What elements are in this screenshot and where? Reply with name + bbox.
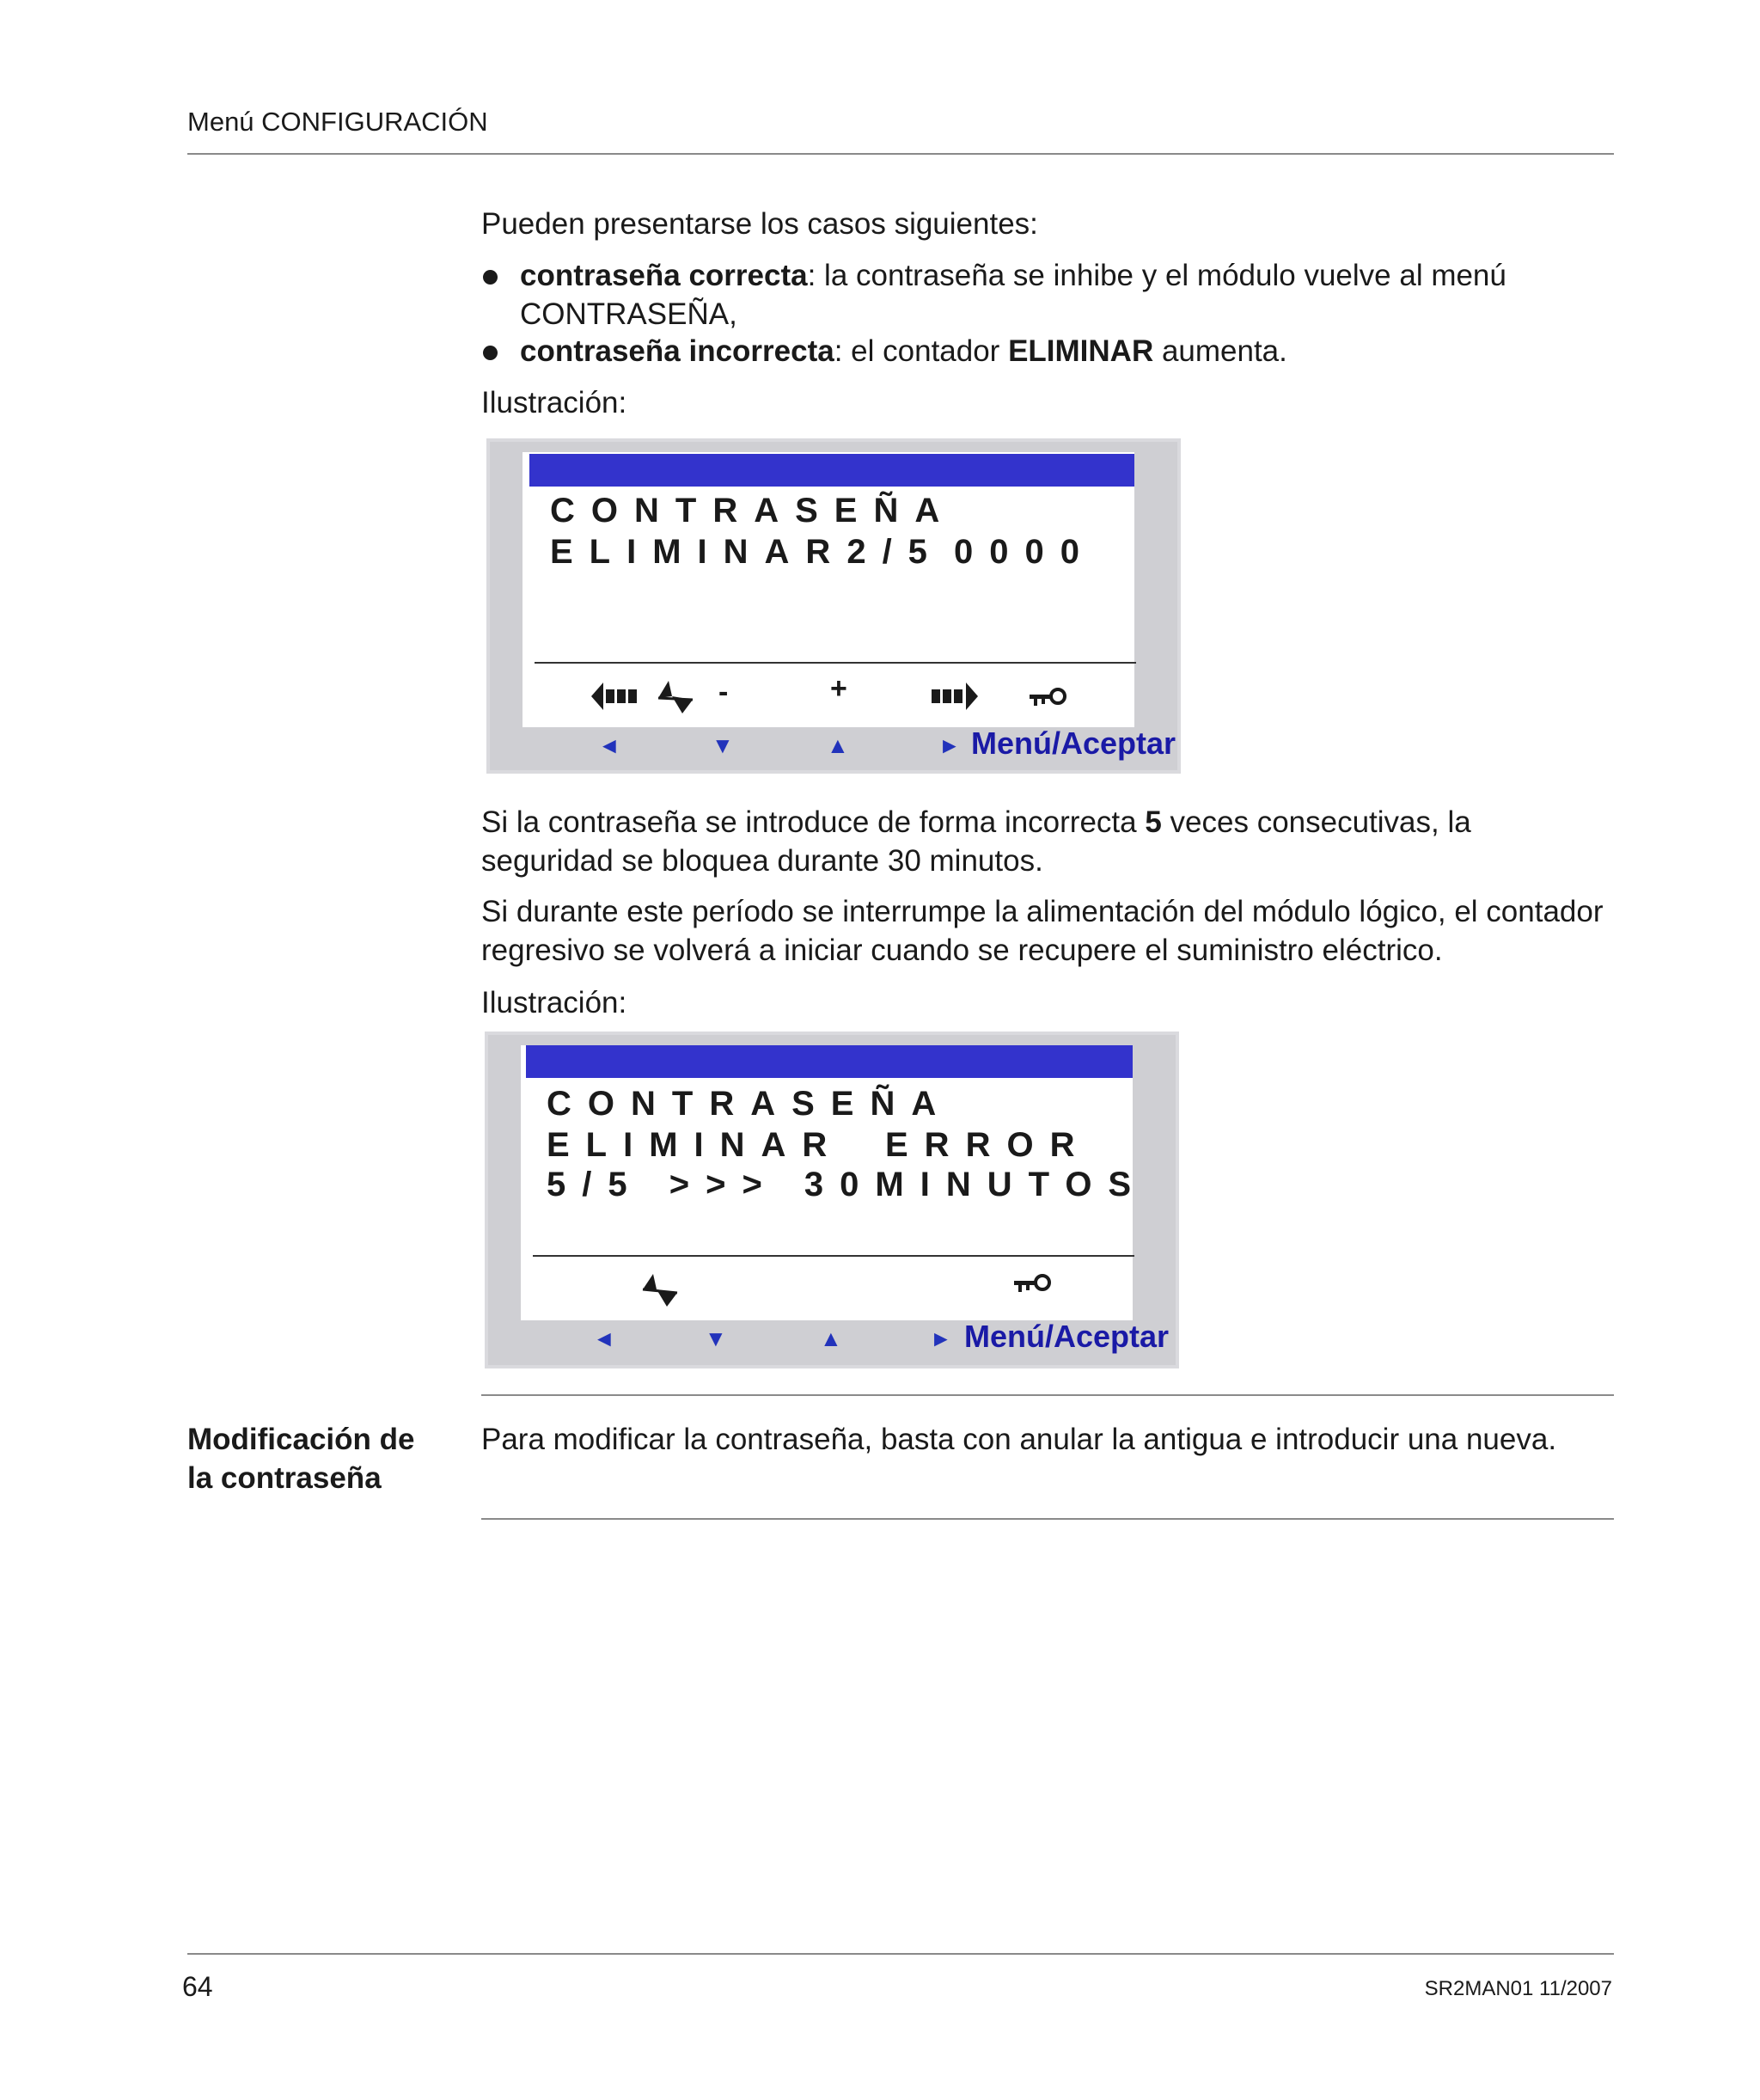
paragraph-power [481, 892, 1650, 970]
para1-line2: seguridad se bloquea durante 30 minutos. [481, 844, 1043, 878]
arrow-left-bars-icon [591, 679, 639, 713]
bullet-2-bold: contraseña incorrecta [520, 334, 834, 368]
bullet-2-text2: aumenta. [1153, 334, 1287, 368]
arrow-right-bars-icon [930, 679, 978, 713]
lcd-line-1: CONTRASEÑA [547, 1085, 953, 1123]
illustration-label: Ilustración: [481, 386, 627, 419]
bullet-dot [483, 270, 498, 285]
para1-text1: Si la contraseña se introduce de forma incorrecta [481, 805, 1146, 839]
bullet-dot [483, 346, 498, 360]
lcd-line-3: 5/5 >>> 30MINUTOS [547, 1166, 1148, 1203]
nav-left-arrow[interactable]: ◄ [598, 732, 620, 758]
section-bottom-rule [481, 1518, 1614, 1520]
para1-text2: veces consecutivas, la [1161, 805, 1471, 839]
lcd-panel-2 [485, 1032, 1179, 1368]
lcd-line-1: CONTRASEÑA [550, 492, 956, 530]
minus-symbol: - [718, 676, 729, 708]
paragraph-lockout [481, 803, 1633, 880]
bowtie-icon [655, 677, 696, 717]
lcd-divider [533, 1255, 1134, 1257]
lcd-code: 0000 [954, 533, 1096, 571]
bullet-2-bold2: ELIMINAR [1008, 334, 1154, 368]
nav-right-arrow[interactable]: ► [938, 732, 961, 758]
menu-accept-label[interactable]: Menú/Aceptar [971, 726, 1176, 761]
nav-left-arrow[interactable]: ◄ [593, 1326, 615, 1351]
key-icon [1014, 1272, 1052, 1295]
nav-up-arrow[interactable]: ▲ [820, 1326, 842, 1351]
nav-right-arrow[interactable]: ► [930, 1326, 952, 1351]
para1-bold: 5 [1145, 805, 1162, 839]
header-rule [187, 153, 1614, 155]
intro-text: Pueden presentarse los casos siguientes: [481, 207, 1038, 241]
para2-line2: regresivo se volverá a iniciar cuando se recupere el suministro eléctrico. [481, 934, 1443, 967]
running-header: Menú CONFIGURACIÓN [187, 107, 488, 137]
lcd-divider [535, 662, 1136, 664]
nav-up-arrow[interactable]: ▲ [827, 732, 849, 758]
bullet-2-text: : el contador [834, 334, 1009, 368]
lcd-line-2b: ERROR [885, 1126, 1091, 1164]
key-icon [1030, 686, 1067, 708]
menu-accept-label[interactable]: Menú/Aceptar [964, 1319, 1170, 1354]
lcd-line-2: ELIMINAR2/5 [550, 533, 944, 571]
nav-down-arrow[interactable]: ▼ [705, 1326, 727, 1351]
bullet-item-2 [520, 332, 1287, 370]
document-reference: SR2MAN01 11/2007 [1424, 1977, 1612, 2000]
section-text: Para modificar la contraseña, basta con anular la antigua e introducir una nueva. [481, 1423, 1557, 1456]
section-title-line1: Modificación de [187, 1423, 415, 1456]
bullet-1-text-cont: CONTRASEÑA, [520, 297, 737, 331]
lcd-title-bar [529, 454, 1134, 487]
bullet-item-1 [520, 256, 1620, 334]
lcd-title-bar [526, 1045, 1133, 1078]
section-title [187, 1420, 414, 1497]
lcd-panel-1 [486, 438, 1181, 774]
illustration-label-2: Ilustración: [481, 986, 627, 1019]
bullet-1-bold: contraseña correcta [520, 259, 808, 292]
para2-line1: Si durante este período se interrumpe la alimentación del módulo lógico, el contador [481, 895, 1604, 928]
bullet-1-text: : la contraseña se inhibe y el módulo vuelve al menú [807, 259, 1506, 292]
nav-down-arrow[interactable]: ▼ [712, 732, 734, 758]
page-number: 64 [182, 1971, 213, 2002]
lcd-line-2a: ELIMINAR [547, 1126, 844, 1164]
plus-symbol: + [830, 672, 847, 705]
bowtie-icon [639, 1270, 681, 1310]
footer-rule [187, 1953, 1614, 1955]
section-top-rule [481, 1394, 1614, 1396]
section-title-line2: la contraseña [187, 1461, 382, 1495]
